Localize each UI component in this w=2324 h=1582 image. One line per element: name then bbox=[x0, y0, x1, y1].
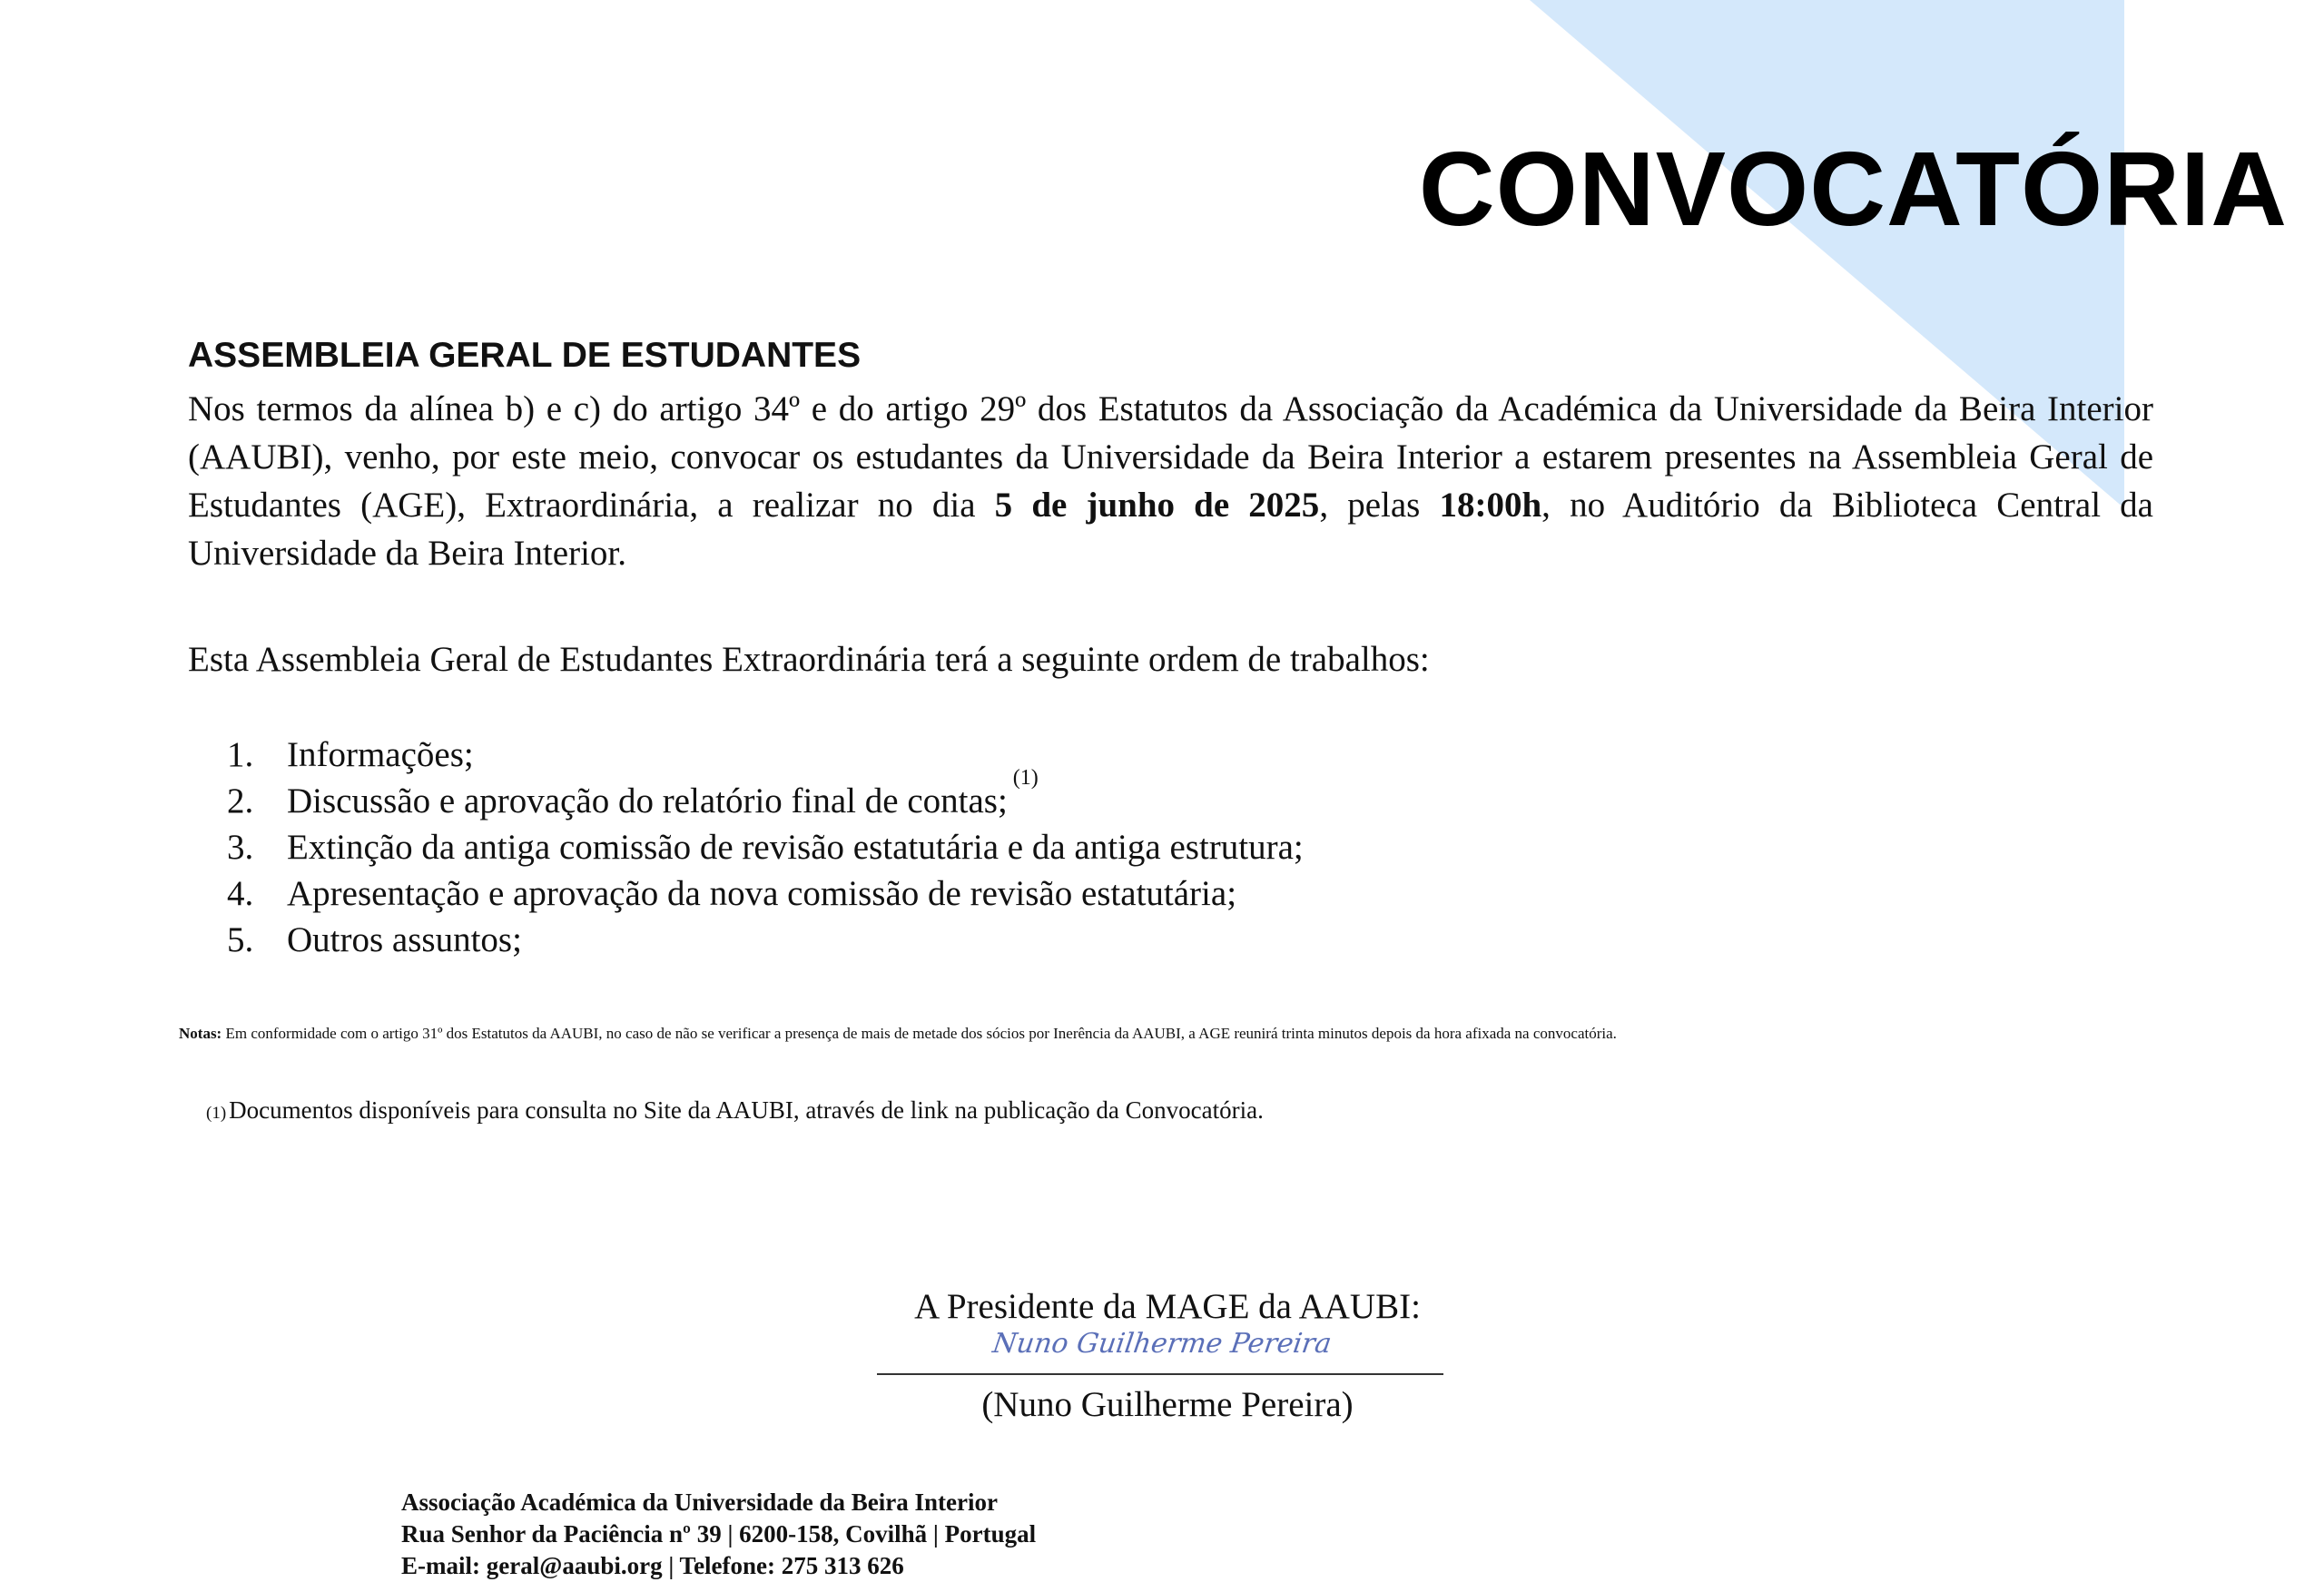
agenda-intro: Esta Assembleia Geral de Estudantes Extraordinária terá a seguinte ordem de trabalhos: bbox=[188, 640, 1430, 679]
page-title: CONVOCATÓRIA bbox=[1418, 130, 2288, 248]
agenda-item bbox=[227, 870, 1304, 917]
footer-address bbox=[401, 1487, 1036, 1582]
agenda-item-text: Informações; bbox=[287, 735, 474, 774]
notes bbox=[179, 1024, 1617, 1044]
agenda-item-text: Discussão e aprovação do relatório final de contas; bbox=[287, 781, 1008, 820]
meeting-date: 5 de junho de 2025 bbox=[994, 486, 1320, 525]
footnote-text: Documentos disponíveis para consulta no Site da AAUBI, através de link na publicação da Convocatória. bbox=[229, 1096, 1264, 1124]
intro-paragraph bbox=[188, 385, 2153, 577]
agenda-item bbox=[227, 766, 1304, 824]
footnote-mark: (1) bbox=[206, 1104, 227, 1123]
signature-label: A Presidente da MAGE da AAUBI: bbox=[914, 1287, 1421, 1326]
notes-text: Em conformidade com o artigo 31º dos Estatutos da AAUBI, no caso de não se verificar a presença de mais de metade dos sócios por Inerência da AAUBI, a AGE reunirá trinta minutos depois da hora afixada na convocatória. bbox=[222, 1025, 1617, 1042]
agenda-item-text: Outros assuntos; bbox=[287, 920, 522, 959]
agenda-item-text: Extinção da antiga comissão de revisão estatutária e da antiga estrutura; bbox=[287, 828, 1304, 867]
intro-text-part2: , pelas bbox=[1319, 486, 1440, 525]
notes-label: Notas: bbox=[179, 1025, 222, 1042]
agenda-item bbox=[227, 917, 1304, 963]
agenda-item-number: 5. bbox=[227, 920, 254, 959]
footer-contact: E-mail: geral@aaubi.org | Telefone: 275 313 626 bbox=[401, 1552, 904, 1579]
signature-line bbox=[877, 1373, 1443, 1375]
meeting-time: 18:00h bbox=[1439, 486, 1542, 525]
signatory-name: (Nuno Guilherme Pereira) bbox=[981, 1385, 1354, 1424]
document-subtitle: ASSEMBLEIA GERAL DE ESTUDANTES bbox=[188, 336, 862, 375]
footnote bbox=[206, 1095, 1264, 1129]
footer-organization: Associação Académica da Universidade da Beira Interior bbox=[401, 1489, 998, 1516]
agenda-item-number: 2. bbox=[227, 781, 254, 820]
agenda-item-text: Apresentação e aprovação da nova comissão de revisão estatutária; bbox=[287, 874, 1237, 913]
handwritten-signature: Nuno Guilherme Pereira bbox=[990, 1328, 1334, 1360]
agenda-list bbox=[227, 732, 1304, 963]
footer-street: Rua Senhor da Paciência nº 39 | 6200-158, Covilhã | Portugal bbox=[401, 1520, 1037, 1548]
agenda-item bbox=[227, 824, 1304, 870]
agenda-item-number: 1. bbox=[227, 735, 254, 774]
agenda-item-number: 4. bbox=[227, 874, 254, 913]
intro-text-part3: , no Auditório da Biblioteca Central da Universidade da Beira Interior. bbox=[188, 486, 2153, 573]
agenda-item-number: 3. bbox=[227, 828, 254, 867]
agenda-item bbox=[227, 732, 1304, 778]
intro-text-part1: Nos termos da alínea b) e c) do artigo 34º e do artigo 29º dos Estatutos da Associação da Académica da Universidade da Beira Interior (AAUBI), venho, por este meio, convocar os estudantes da Universidade da Beira Interior a estarem presentes na Assembleia Geral de Estudantes (AGE), Extraordinária, a realizar no dia bbox=[188, 389, 2153, 525]
footnote-reference: (1) bbox=[1012, 766, 1039, 790]
